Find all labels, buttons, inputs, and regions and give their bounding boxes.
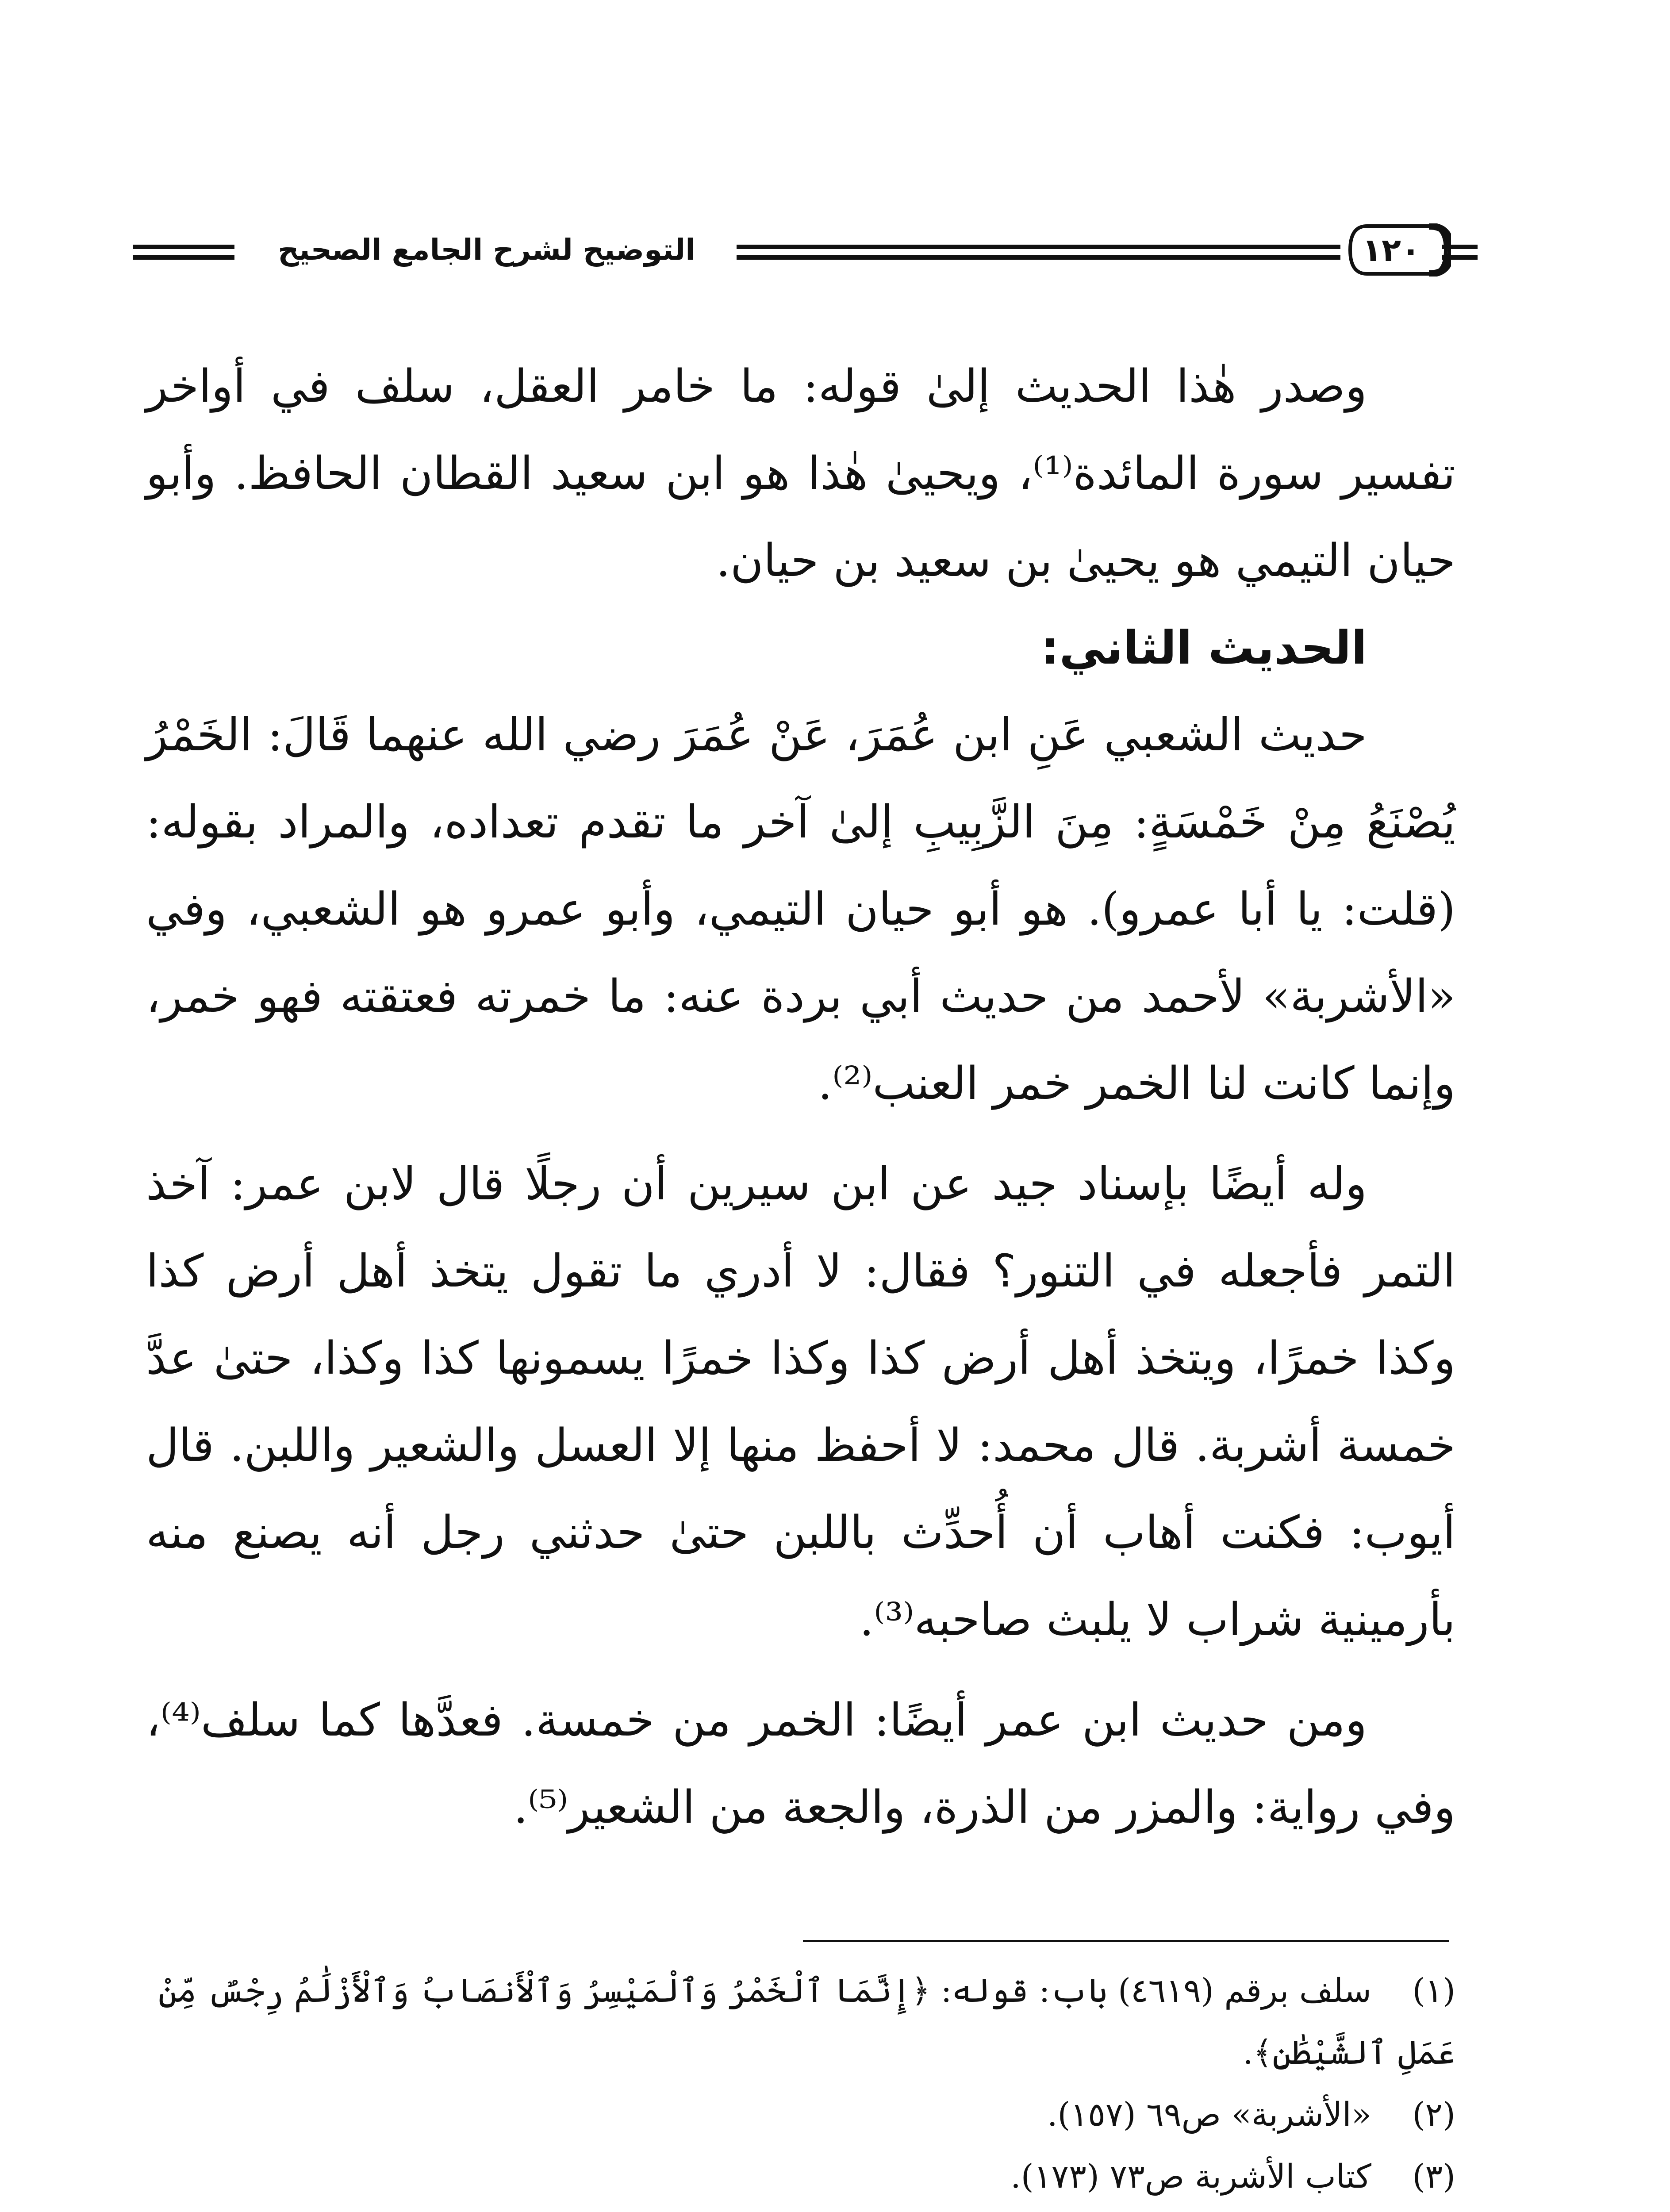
running-title: التوضيح لشرح الجامع الصحيح xyxy=(278,233,695,267)
paragraph-4: ومن حديث ابن عمر أيضًا: الخمر من خمسة. فعدَّها كما سلف⁽⁴⁾، وفي رواية: والمزر من الذرة، والجعة من الشعير⁽⁵⁾. xyxy=(146,1694,1455,1834)
footnote-separator xyxy=(803,1940,1449,1942)
footnote-3 xyxy=(146,2146,1455,2208)
footnote-4 xyxy=(146,2208,1455,2212)
page-number-badge xyxy=(1340,223,1451,276)
footnote-1 xyxy=(146,1960,1455,2084)
header-rule-right xyxy=(1442,245,1478,260)
paragraph-2: حديث الشعبي عَنِ ابن عُمَرَ، عَنْ عُمَرَ رضي الله عنهما قَالَ: الخَمْرُ يُصْنَعُ مِنْ خَمْسَةٍ: مِنَ الزَّبِيبِ إلىٰ آخر ما تقدم تعداده، والمراد بقوله: (قلت: يا أبا عمرو). هو أبو حيان التيمي، وأبو عمرو هو الشعبي، وفي «الأشربة» لأحمد من حديث أبي بردة عنه: ما خمرته فعتقته فهو خمر، وإنما كانت لنا الخمر خمر العنب⁽²⁾. xyxy=(146,709,1455,1110)
footnote-number xyxy=(1371,2208,1455,2212)
page-header xyxy=(133,223,1478,285)
footnotes xyxy=(146,1960,1455,2212)
footnote-number: (٣) xyxy=(1412,2158,1455,2196)
section-heading: الحديث الثاني: xyxy=(1040,621,1367,675)
header-rule-left xyxy=(133,245,234,260)
footnote-number: (١) xyxy=(1412,1972,1455,2010)
main-text xyxy=(146,343,1455,1851)
footnote-text: «الأشربة» ص٦٩ (١٥٧). xyxy=(1047,2096,1371,2134)
footnote-number: (٢) xyxy=(1412,2096,1455,2134)
page-number: ١٢٠ xyxy=(1362,231,1420,269)
footnote-2 xyxy=(146,2084,1455,2146)
paragraph-3: وله أيضًا بإسناد جيد عن ابن سيرين أن رجلًا قال لابن عمر: آخذ التمر فأجعله في التنور؟ فقال: لا أدري ما تقول يتخذ أهل أرض كذا وكذا خمرًا، ويتخذ أهل أرض كذا وكذا خمرًا يسمونها كذا وكذا، حتىٰ عدَّ خمسة أشربة. قال محمد: لا أحفظ منها إلا العسل والشعير واللبن. قال أيوب: فكنت أهاب أن أُحدِّث باللبن حتىٰ حدثني رجل أنه يصنع منه بأرمينية شراب لا يلبث صاحبه⁽³⁾. xyxy=(146,1158,1455,1646)
header-rule-middle xyxy=(737,245,1340,260)
paragraph-1: وصدر هٰذا الحديث إلىٰ قوله: ما خامر العقل، سلف في أواخر تفسير سورة المائدة⁽¹⁾، ويحيىٰ هٰذا هو ابن سعيد القطان الحافظ. وأبو حيان التيمي هو يحيىٰ بن سعيد بن حيان. xyxy=(146,360,1456,587)
footnote-text: سلف برقم (٤٦١٩) باب: قوله: ﴿إِنَّمَا ٱلْخَمْرُ وَٱلْمَيْسِرُ وَٱلْأَنصَابُ وَٱلْأَزْلَٰمُ رِجْسٌ مِّنْ عَمَلِ ٱلشَّيْطَٰنِ﴾. xyxy=(158,1972,1455,2072)
footnote-text: كتاب الأشربة ص٧٣ (١٧٣). xyxy=(1010,2158,1371,2196)
